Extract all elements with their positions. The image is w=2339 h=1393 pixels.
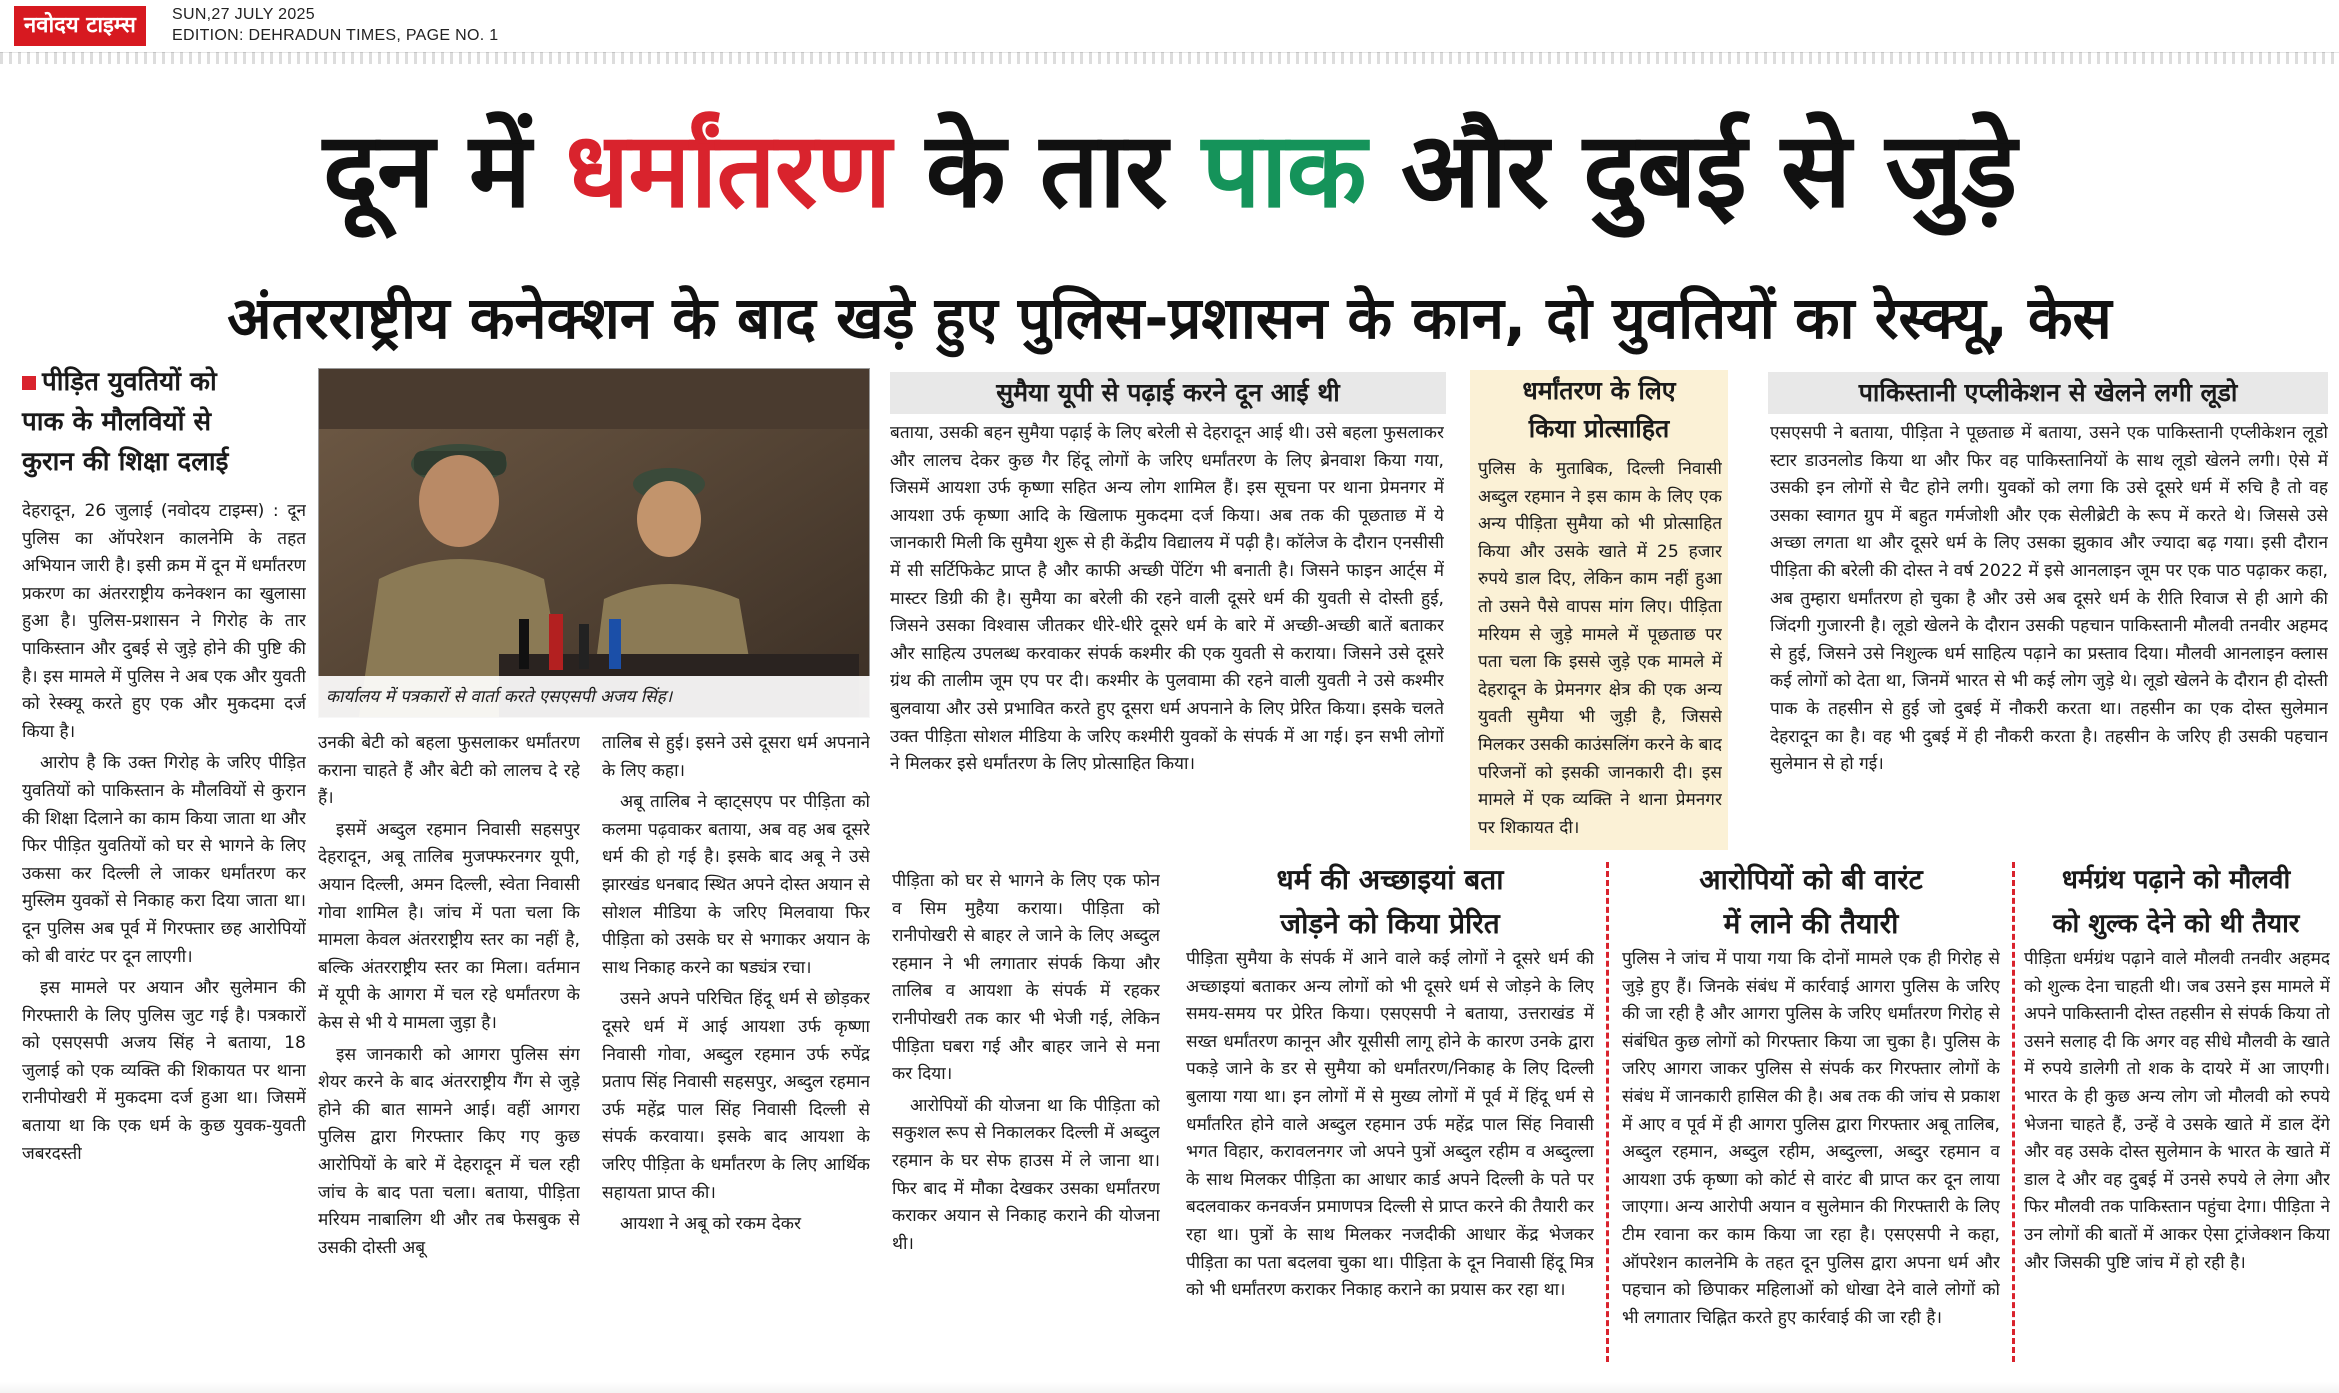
- sub-headline: अंतरराष्ट्रीय कनेक्शन के बाद खड़े हुए पुलिस-प्रशासन के कान, दो युवतियों का रेस्क्यू, केस: [227, 284, 2112, 352]
- lead-subtitle-line: पीड़ित युवतियों को: [22, 362, 312, 402]
- section-heading-warrant: [1618, 858, 2004, 946]
- lead-story-column: [22, 498, 306, 1388]
- section-heading-line: धर्म की अच्छाइयां बता: [1276, 863, 1504, 896]
- column-divider-dashed: [2012, 862, 2015, 1362]
- box-heading-line: किया प्रोत्साहित: [1528, 414, 1670, 443]
- press-conference-photo: [318, 368, 870, 718]
- story-paragraph: पीड़िता धर्मग्रंथ पढ़ाने वाले मौलवी तनवीर अहमद को शुल्क देना चाहती थी। जब उसने इस मामले में अपने पाकिस्तानी दोस्त तहसीन से संपर्क किया तो उसने सलाह दी कि अगर वह सीधे मौलवी के खाते में रुपये डालेगी तो शक के दायरे में आ जाएगी। भारत के ही कुछ अन्य लोग जो मौलवी को रुपये भेजना चाहते हैं, उन्हें वे उसके खाते में डाल देंगे और वह उसके दोस्त सुलेमान के भारत के खाते में डाल दे और वह दुबई में उनसे रुपये ले लेगा और फिर मौलवी तक पाकिस्तान पहुंचा देगा। पीड़िता ने उन लोगों की बातों में आकर ऐसा ट्रांजेक्शन किया और जिसकी पुष्टि जांच में हो रही है।: [2024, 949, 2330, 1273]
- press-conference-image: [319, 369, 869, 717]
- section-heading-molvi: [2020, 858, 2332, 946]
- story-paragraph: आयशा ने अबू को रकम देकर: [620, 1214, 801, 1235]
- warrant-story: [1622, 946, 2000, 1366]
- box-heading: [1476, 372, 1722, 448]
- story-column-continued: [892, 868, 1160, 1388]
- story-paragraph: देहरादून, 26 जुलाई (नवोदय टाइम्स) : दून पुलिस का ऑपरेशन कालनेमि के तहत अभियान जारी है। इसी क्रम में दून में धर्मांतरण प्रकरण का अंतरराष्ट्रीय कनेक्शन का खुलासा हुआ है। पुलिस-प्रशासन ने गिरोह के तार पाकिस्तान और दुबई से जुड़े होने की पुष्टि की है। इस मामले में पुलिस ने अब एक और युवती को रेस्क्यू करते हुए एक और मुकदमा दर्ज किया है।: [22, 501, 306, 742]
- issue-date: SUN,27 JULY 2025: [172, 6, 315, 23]
- section-heading-line: में लाने की तैयारी: [1723, 907, 1899, 940]
- story-paragraph: पुलिस के मुताबिक, दिल्ली निवासी अब्दुल रहमान ने इस काम के लिए एक अन्य पीड़िता सुमैया को भी प्रोत्साहित किया और उसके खाते में 25 हजार रुपये डाल दिए, लेकिन काम नहीं हुआ तो उसने पैसे वापस मांग लिए। पीड़िता मरियम से जुड़े मामले में पूछताछ पर पता चला कि इससे जुड़े एक मामले में देहरादून के प्रेमनगर क्षेत्र की एक अन्य युवती सुमैया भी जुड़ी है, जिससे मिलकर उसकी काउंसलिंग करने के बाद परिजनों को इसकी जानकारी दी। इस मामले में एक व्यक्ति ने थाना प्रेमनगर पर शिकायत दी।: [1478, 459, 1722, 838]
- masthead: [0, 0, 2339, 53]
- edition-info: [172, 4, 498, 46]
- story-paragraph: पुलिस ने जांच में पाया गया कि दोनों मामले एक ही गिरोह से जुड़े हुए हैं। जिनके संबंध में कार्रवाई आगरा पुलिस के जरिए की जा रही है और आगरा पुलिस के जरिए धर्मांतरण गिरोह से संबंधित कुछ लोगों को गिरफ्तार किया जा चुका है। पुलिस के जरिए आगरा जाकर पुलिस से संपर्क कर गिरफ्तार लोगों के संबंध में जानकारी हासिल की है। अब तक की जांच से प्रकाश में आए व पूर्व में ही आगरा पुलिस द्वारा गिरफ्तार अबू तालिब, अब्दुल रहमान, अब्दुल रहीम, अब्दुल्ला, अब्दुर रहमान व आयशा उर्फ कृष्णा को कोर्ट से वारंट बी प्राप्त कर दून लाया जाएगा। अन्य आरोपी अयान व सुलेमान की गिरफ्तारी के लिए टीम रवाना कर काम किया जा रहा है। एसएसपी ने कहा, ऑपरेशन कालनेमि के तहत दून पुलिस द्वारा अपना धर्म और पहचान को छिपाकर महिलाओं को धोखा देने वाले लोगों को भी लगातार चिह्नित करते हुए कार्रवाई की जा रही है।: [1622, 949, 2000, 1328]
- pak-app-story: [1770, 420, 2328, 850]
- box-story: [1478, 456, 1722, 846]
- story-paragraph: पीड़िता सुमैया के संपर्क में आने वाले कई लोगों ने दूसरे धर्म की अच्छाइयां बताकर अन्य लोगों को भी दूसरे धर्म से जोड़ने के लिए समय-समय पर प्रेरित किया। एसएसपी ने बताया, उत्तराखंड में सख्त धर्मांतरण कानून और यूसीसी लागू होने के कारण उनके द्वारा पकड़े जाने के डर से सुमैया को धर्मांतरण/निकाह के लिए दिल्ली बुलाया गया था। इन लोगों में से मुख्य लोगों में पूर्व में हिंदू धर्म से धर्मांतरित होने वाले अब्दुल रहमान उर्फ महेंद्र पाल सिंह निवासी भगत विहार, करावलनगर जो अपने पुत्रों अब्दुल रहीम व अब्दुल्ला के साथ मिलकर पीड़िता का आधार कार्ड अपने दिल्ली के पते पर बदलवाकर कनवर्जन प्रमाणपत्र दिल्ली से प्राप्त करने की तैयारी कर रहा था। पुत्रों के साथ मिलकर नजदीकी आधार केंद्र भेजकर पीड़िता का पता बदलवा चुका था। पीड़िता के दून निवासी हिंदू मित्र को भी धर्मांतरण कराकर निकाह कराने का प्रयास कर रहा था।: [1186, 949, 1594, 1301]
- edition-name: EDITION: DEHRADUN TIMES, PAGE NO. 1: [172, 27, 499, 44]
- section-heading-line: धर्मग्रंथ पढ़ाने को मौलवी: [2061, 865, 2291, 895]
- story-paragraph: बताया, उसकी बहन सुमैया पढ़ाई के लिए बरेली से देहरादून आई थी। उसे बहला फुसलाकर और लालच देकर कुछ गैर हिंदू लोगों के जरिए धर्मांतरण के लिए ब्रेनवाश किया गया, जिसमें आयशा उर्फ कृष्णा सहित अन्य लोग शामिल हैं। इस सूचना पर थाना प्रेमनगर में आयशा उर्फ कृष्णा आदि के खिलाफ मुकदमा दर्ज किया। अब तक की पूछताछ में ये जानकारी मिली कि सुमैया शुरू से ही केंद्रीय विद्यालय में पढ़ी है। कॉलेज के दौरान एनसीसी में सी सर्टिफिकेट प्राप्त है और काफी अच्छी पेंटिंग भी बनाती है। जिसने फाइन आर्ट्स में मास्टर डिग्री की है। सुमैया का बरेली की रहने वाली दूसरे धर्म की युवती से दोस्ती हुई, जिसने उसका विश्वास जीतकर धीरे-धीरे दूसरे धर्म के बारे में अच्छी-अच्छी बातें बताकर और साहित्य उपलब्ध करवाकर संपर्क कश्मीर की एक युवती से कराया। जिसने उसे दूसरे ग्रंथ की तालीम जूम एप पर दी। कश्मीर के पुलवामा की रहने वाली युवती ने उसे कश्मीर बुलवाया और उसे प्रभावित करते हुए दूसरा धर्म अपनाने के लिए प्रेरित किया। इसके चलते उक्त पीड़िता सोशल मीडिया के जरिए कश्मीरी युवकों के संपर्क में आ गई। इन सभी लोगों ने मिलकर इसे धर्मांतरण के लिए प्रोत्साहित किया।: [890, 423, 1444, 775]
- headline-part-3: के तार: [890, 109, 1202, 231]
- headline-highlight-pak: पाक: [1201, 109, 1366, 231]
- story-column-3: [602, 730, 870, 1390]
- story-paragraph: इस जानकारी को आगरा पुलिस संग शेयर करने के बाद अंतरराष्ट्रीय गैंग से जुड़े होने की बात सामने आई। वहीं आगरा पुलिस द्वारा गिरफ्तार किए गए कुछ आरोपियों के बारे में देहरादून में चल रही जांच के बाद पता चला। बताया, पीड़िता मरियम नाबालिग थी और तब फेसबुक से उसकी दोस्ती अबू: [318, 1044, 580, 1258]
- photo-caption: कार्यालय में पत्रकारों से वार्ता करते एसएसपी अजय सिंह।: [318, 676, 870, 718]
- red-square-bullet-icon: [22, 376, 36, 390]
- story-column-2: [318, 730, 580, 1390]
- newspaper-logo: नवोदय टाइम्स: [14, 6, 146, 46]
- story-paragraph: उसने अपने परिचित हिंदू धर्म से छोड़कर दूसरे धर्म में आई आयशा उर्फ कृष्णा निवासी गोवा, अब्दुल रहमान उर्फ रुपेंद्र प्रताप सिंह निवासी सहसपुर, अब्दुल रहमान उर्फ महेंद्र पाल सिंह निवासी दिल्ली से संपर्क करवाया। इसके बाद आयशा के जरिए पीड़िता के धर्मांतरण के लिए आर्थिक सहायता प्राप्त की।: [602, 989, 870, 1203]
- story-paragraph: एसएसपी ने बताया, पीड़िता ने पूछताछ में बताया, उसने एक पाकिस्तानी एप्लीकेशन लूडो स्टार डाउनलोड किया था और फिर वह पाकिस्तानियों के साथ लूडो खेलने लगी। ऐसे में उसकी इन लोगों से चैट होने लगी। युवकों को लगा कि उसे दूसरे धर्म में रुचि है तो वह उसका स्वागत ग्रुप में बहुत गर्मजोशी और एक सेलीब्रेटी के रूप में करते थे। जिससे उसे अच्छा लगता था और दूसरे धर्म के लिए उसका झुकाव और ज्यादा बढ़ गया। इसी दौरान पीड़िता की बरेली की दोस्त ने वर्ष 2022 में इसे आनलाइन जूम पर एक पाठ पढ़ाकर कहा, अब तुम्हारा धर्मांतरण हो चुका है और उसे अब दूसरे धर्म के रीति रिवाज से ही आगे की जिंदगी गुजारनी है। लूडो खेलने के दौरान उसकी पहचान पाकिस्तानी मौलवी तनवीर अहमद से हुई, जिसने उसे निशुल्क धर्म साहित्य पढ़ाने का प्रस्ताव दिया। मौलवी आनलाइन क्लास कई लोगों को देता था, जिनमें भारत से भी कई लोग जुड़े थे। लूडो खेलने के दौरान ही दोस्ती पाक के तहसीन से हुई जो दुबई में नौकरी करता था। तहसीन का एक दोस्त सुलेमान देहरादून का है। वह भी दुबई में ही नौकरी करता है। तहसीन के जरिए ही उसकी पहचान सुलेमान से हो गई।: [1770, 423, 2328, 775]
- section-heading-line: आरोपियों को बी वारंट: [1699, 863, 1923, 896]
- lead-subtitle-line: पाक के मौलवियों से: [22, 407, 212, 437]
- dharm-story: [1186, 946, 1594, 1366]
- box-heading-line: धर्मांतरण के लिए: [1522, 376, 1676, 405]
- story-paragraph: इस मामले पर अयान और सुलेमान की गिरफ्तारी के लिए पुलिस जुट गई है। पत्रकारों को एसएसपी अजय सिंह ने बताया, 18 जुलाई को एक व्यक्ति की शिकायत पर थाना रानीपोखरी में मुकदमा दर्ज हुआ था। जिसमें बताया था कि एक धर्म के कुछ युवक-युवती जबरदस्ती: [22, 978, 306, 1164]
- story-paragraph: आरोपियों की योजना था कि पीड़िता को सकुशल रूप से निकालकर दिल्ली में अब्दुल रहमान के घर सेफ हाउस में ले जाना था। फिर बाद में मौका देखकर उसका धर्मांतरण कराकर अयान से निकाह कराने की योजना थी।: [892, 1095, 1160, 1254]
- story-paragraph: आरोप है कि उक्त गिरोह के जरिए पीड़ित युवतियों को पाकिस्तान के मौलवियों से कुरान की शिक्षा दिलाने का काम किया जाता था और फिर पीड़ित युवतियों को घर से भागने के लिए उकसा कर दिल्ली ले जाकर धर्मांतरण कर मुस्लिम युवकों से निकाह करा दिया जाता था। दून पुलिस अब पूर्व में गिरफ्तार छह आरोपियों को बी वारंट पर दून लाएगी।: [22, 753, 306, 967]
- section-heading-line: जोड़ने को किया प्रेरित: [1280, 907, 1500, 940]
- story-paragraph: तालिब से हुई। इसने उसे दूसरा धर्म अपनाने के लिए कहा।: [602, 733, 870, 781]
- section-heading-pak-app: पाकिस्तानी एप्लीकेशन से खेलने लगी लूडो: [1768, 372, 2328, 414]
- story-paragraph: पीड़िता को घर से भागने के लिए एक फोन व सिम मुहैया कराया। पीड़िता को रानीपोखरी से बाहर ले जाने के लिए अब्दुल रहमान ने भी लगातार संपर्क किया और तालिब व आयशा के संपर्क में रहकर रानीपोखरी तक कार भी भेजी गई, लेकिन पीड़िता घबरा गई और बाहर जाने से मना कर दिया।: [892, 871, 1160, 1085]
- headline-highlight-dharmantaran: धर्मांतरण: [565, 109, 891, 231]
- main-headline: [0, 95, 2339, 245]
- story-paragraph: अबू तालिब ने व्हाट्सएप पर पीड़िता को कलमा पढ़वाकर बताया, अब वह अब दूसरे धर्म की हो गई है। इसके बाद अबू ने उसे झारखंड धनबाद स्थित अपने दोस्त अयान से सोशल मीडिया के जरिए मिलवाया फिर पीड़िता को उसके घर से भगाकर अयान के साथ निकाह करने का षड्यंत्र रचा।: [602, 792, 870, 978]
- lead-subtitle-line: कुरान की शिक्षा दलाई: [22, 447, 229, 477]
- previous-page-cut-line: [0, 52, 2339, 64]
- section-heading-line: को शुल्क देने को थी तैयार: [2052, 909, 2300, 939]
- section-heading-sumaiya: सुमैया यूपी से पढ़ाई करने दून आई थी: [890, 372, 1446, 414]
- molvi-story: [2024, 946, 2330, 1366]
- section-heading-dharm: [1190, 858, 1590, 946]
- column-divider-dashed: [1606, 862, 1609, 1362]
- headline-part-5: और दुबई से जुड़े: [1365, 109, 2017, 231]
- page-bottom-edge: [0, 1382, 2339, 1393]
- lead-subtitle: [22, 362, 312, 482]
- story-paragraph: उनकी बेटी को बहला फुसलाकर धर्मांतरण कराना चाहते हैं और बेटी को लालच दे रहे हैं।: [318, 733, 580, 809]
- story-paragraph: इसमें अब्दुल रहमान निवासी सहसपुर देहरादून, अबू तालिब मुजफ्फरनगर यूपी, अयान दिल्ली, अमन दिल्ली, स्वेता निवासी गोवा शामिल है। जांच में पता चला कि मामला केवल अंतरराष्ट्रीय स्तर का नहीं है, बल्कि अंतरराष्ट्रीय स्तर का मिला। वर्तमान में यूपी के आगरा में चल रहे धर्मांतरण के केस से भी ये मामला जुड़ा है।: [318, 819, 580, 1033]
- headline-part-1: दून में: [322, 109, 566, 231]
- sumaiya-story: [890, 420, 1444, 858]
